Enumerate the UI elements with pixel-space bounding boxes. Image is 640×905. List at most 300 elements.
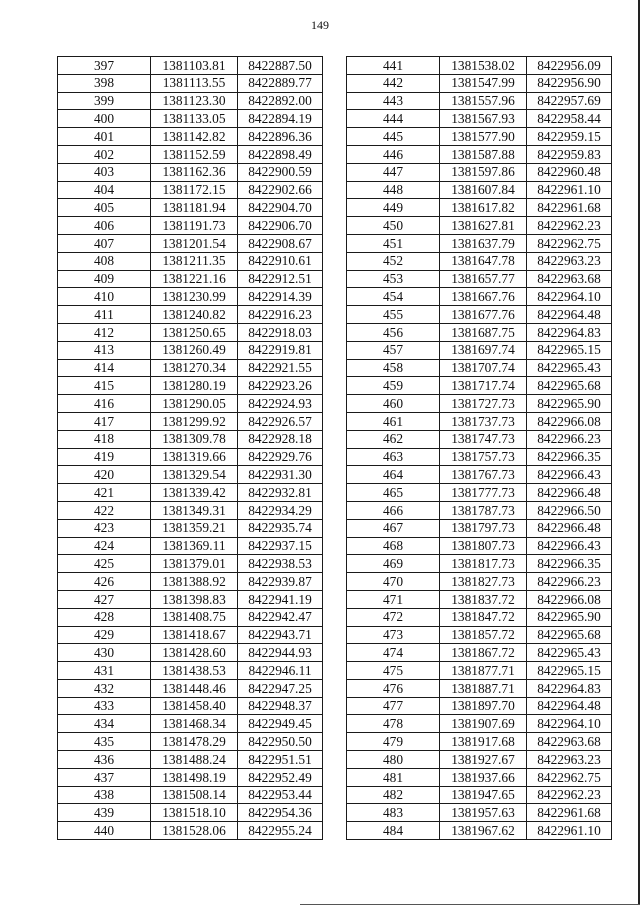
point-number-cell: 398 [58,74,151,92]
point-number-cell: 397 [58,57,151,75]
table-row [58,377,323,395]
table-row [58,163,323,181]
x-coordinate-cell: 1381113.55 [151,74,238,92]
y-coordinate-cell: 8422964.83 [527,323,612,341]
point-number-cell: 436 [58,751,151,769]
point-number-cell: 460 [347,395,440,413]
point-number-cell: 445 [347,128,440,146]
point-number-cell: 467 [347,519,440,537]
table-row [58,590,323,608]
table-row [58,234,323,252]
table-row [58,751,323,769]
table-row [347,74,612,92]
y-coordinate-cell: 8422960.48 [527,163,612,181]
y-coordinate-cell: 8422898.49 [238,145,323,163]
table-row [58,430,323,448]
point-number-cell: 465 [347,484,440,502]
table-row [347,644,612,662]
y-coordinate-cell: 8422939.87 [238,573,323,591]
x-coordinate-cell: 1381290.05 [151,395,238,413]
x-coordinate-cell: 1381607.84 [440,181,527,199]
point-number-cell: 452 [347,252,440,270]
table-row [347,501,612,519]
table-row [347,626,612,644]
table-row [58,697,323,715]
x-coordinate-cell: 1381957.63 [440,804,527,822]
x-coordinate-cell: 1381240.82 [151,306,238,324]
point-number-cell: 483 [347,804,440,822]
table-row [58,128,323,146]
table-row [347,608,612,626]
x-coordinate-cell: 1381627.81 [440,217,527,235]
point-number-cell: 477 [347,697,440,715]
y-coordinate-cell: 8422932.81 [238,484,323,502]
point-number-cell: 451 [347,234,440,252]
table-row [347,590,612,608]
table-row [58,252,323,270]
point-number-cell: 414 [58,359,151,377]
table-row [58,519,323,537]
y-coordinate-cell: 8422956.90 [527,74,612,92]
table-row [58,395,323,413]
y-coordinate-cell: 8422962.75 [527,234,612,252]
point-number-cell: 428 [58,608,151,626]
table-row [347,341,612,359]
table-row [347,537,612,555]
y-coordinate-cell: 8422929.76 [238,448,323,466]
table-row [347,733,612,751]
y-coordinate-cell: 8422923.26 [238,377,323,395]
y-coordinate-cell: 8422951.51 [238,751,323,769]
x-coordinate-cell: 1381349.31 [151,501,238,519]
point-number-cell: 407 [58,234,151,252]
point-number-cell: 446 [347,145,440,163]
table-row [58,608,323,626]
point-number-cell: 459 [347,377,440,395]
coordinates-table-right [346,56,612,840]
x-coordinate-cell: 1381260.49 [151,341,238,359]
point-number-cell: 429 [58,626,151,644]
point-number-cell: 466 [347,501,440,519]
y-coordinate-cell: 8422956.09 [527,57,612,75]
point-number-cell: 481 [347,768,440,786]
x-coordinate-cell: 1381270.34 [151,359,238,377]
table-row [347,822,612,840]
y-coordinate-cell: 8422966.35 [527,555,612,573]
y-coordinate-cell: 8422966.48 [527,484,612,502]
table-row [58,359,323,377]
table-row [58,57,323,75]
point-number-cell: 469 [347,555,440,573]
x-coordinate-cell: 1381657.77 [440,270,527,288]
y-coordinate-cell: 8422963.68 [527,270,612,288]
x-coordinate-cell: 1381488.24 [151,751,238,769]
point-number-cell: 405 [58,199,151,217]
x-coordinate-cell: 1381250.65 [151,323,238,341]
x-coordinate-cell: 1381637.79 [440,234,527,252]
y-coordinate-cell: 8422921.55 [238,359,323,377]
point-number-cell: 453 [347,270,440,288]
x-coordinate-cell: 1381847.72 [440,608,527,626]
point-number-cell: 456 [347,323,440,341]
y-coordinate-cell: 8422937.15 [238,537,323,555]
y-coordinate-cell: 8422916.23 [238,306,323,324]
y-coordinate-cell: 8422914.39 [238,288,323,306]
table-row [347,786,612,804]
table-row [58,110,323,128]
y-coordinate-cell: 8422965.68 [527,626,612,644]
y-coordinate-cell: 8422954.36 [238,804,323,822]
y-coordinate-cell: 8422963.68 [527,733,612,751]
x-coordinate-cell: 1381887.71 [440,679,527,697]
x-coordinate-cell: 1381191.73 [151,217,238,235]
y-coordinate-cell: 8422919.81 [238,341,323,359]
y-coordinate-cell: 8422943.71 [238,626,323,644]
point-number-cell: 417 [58,412,151,430]
x-coordinate-cell: 1381927.67 [440,751,527,769]
table-row [58,181,323,199]
point-number-cell: 431 [58,662,151,680]
point-number-cell: 432 [58,679,151,697]
point-number-cell: 449 [347,199,440,217]
x-coordinate-cell: 1381498.19 [151,768,238,786]
point-number-cell: 447 [347,163,440,181]
x-coordinate-cell: 1381817.73 [440,555,527,573]
x-coordinate-cell: 1381478.29 [151,733,238,751]
y-coordinate-cell: 8422950.50 [238,733,323,751]
x-coordinate-cell: 1381359.21 [151,519,238,537]
y-coordinate-cell: 8422962.23 [527,786,612,804]
x-coordinate-cell: 1381388.92 [151,573,238,591]
table-row [58,484,323,502]
table-row [347,252,612,270]
point-number-cell: 401 [58,128,151,146]
table-row [347,306,612,324]
point-number-cell: 458 [347,359,440,377]
x-coordinate-cell: 1381827.73 [440,573,527,591]
y-coordinate-cell: 8422912.51 [238,270,323,288]
point-number-cell: 473 [347,626,440,644]
y-coordinate-cell: 8422966.50 [527,501,612,519]
x-coordinate-cell: 1381787.73 [440,501,527,519]
table-row [58,537,323,555]
y-coordinate-cell: 8422904.70 [238,199,323,217]
x-coordinate-cell: 1381398.83 [151,590,238,608]
x-coordinate-cell: 1381837.72 [440,590,527,608]
point-number-cell: 437 [58,768,151,786]
point-number-cell: 416 [58,395,151,413]
x-coordinate-cell: 1381428.60 [151,644,238,662]
y-coordinate-cell: 8422965.90 [527,395,612,413]
y-coordinate-cell: 8422910.61 [238,252,323,270]
table-row [347,430,612,448]
point-number-cell: 463 [347,448,440,466]
y-coordinate-cell: 8422959.83 [527,145,612,163]
table-row [347,448,612,466]
y-coordinate-cell: 8422964.48 [527,697,612,715]
x-coordinate-cell: 1381867.72 [440,644,527,662]
point-number-cell: 400 [58,110,151,128]
x-coordinate-cell: 1381408.75 [151,608,238,626]
y-coordinate-cell: 8422965.15 [527,341,612,359]
y-coordinate-cell: 8422965.43 [527,644,612,662]
table-row [347,679,612,697]
point-number-cell: 479 [347,733,440,751]
y-coordinate-cell: 8422963.23 [527,751,612,769]
table-row [347,359,612,377]
point-number-cell: 478 [347,715,440,733]
point-number-cell: 425 [58,555,151,573]
y-coordinate-cell: 8422962.75 [527,768,612,786]
point-number-cell: 399 [58,92,151,110]
x-coordinate-cell: 1381717.74 [440,377,527,395]
point-number-cell: 470 [347,573,440,591]
x-coordinate-cell: 1381142.82 [151,128,238,146]
table-row [58,555,323,573]
point-number-cell: 406 [58,217,151,235]
table-row [347,145,612,163]
x-coordinate-cell: 1381967.62 [440,822,527,840]
point-number-cell: 468 [347,537,440,555]
x-coordinate-cell: 1381857.72 [440,626,527,644]
point-number-cell: 430 [58,644,151,662]
y-coordinate-cell: 8422961.10 [527,181,612,199]
x-coordinate-cell: 1381230.99 [151,288,238,306]
y-coordinate-cell: 8422924.93 [238,395,323,413]
table-row [58,341,323,359]
y-coordinate-cell: 8422953.44 [238,786,323,804]
y-coordinate-cell: 8422938.53 [238,555,323,573]
y-coordinate-cell: 8422931.30 [238,466,323,484]
table-row [347,466,612,484]
x-coordinate-cell: 1381162.36 [151,163,238,181]
point-number-cell: 423 [58,519,151,537]
table-row [58,822,323,840]
y-coordinate-cell: 8422900.59 [238,163,323,181]
table-row [347,715,612,733]
point-number-cell: 461 [347,412,440,430]
y-coordinate-cell: 8422918.03 [238,323,323,341]
table-row [347,128,612,146]
point-number-cell: 444 [347,110,440,128]
point-number-cell: 442 [347,74,440,92]
point-number-cell: 404 [58,181,151,199]
y-coordinate-cell: 8422906.70 [238,217,323,235]
y-coordinate-cell: 8422935.74 [238,519,323,537]
x-coordinate-cell: 1381181.94 [151,199,238,217]
x-coordinate-cell: 1381747.73 [440,430,527,448]
table-row [347,395,612,413]
y-coordinate-cell: 8422948.37 [238,697,323,715]
point-number-cell: 433 [58,697,151,715]
table-row [58,786,323,804]
y-coordinate-cell: 8422966.23 [527,573,612,591]
x-coordinate-cell: 1381677.76 [440,306,527,324]
y-coordinate-cell: 8422961.68 [527,804,612,822]
y-coordinate-cell: 8422942.47 [238,608,323,626]
y-coordinate-cell: 8422965.43 [527,359,612,377]
y-coordinate-cell: 8422958.44 [527,110,612,128]
x-coordinate-cell: 1381538.02 [440,57,527,75]
table-row [58,412,323,430]
table-row [347,110,612,128]
y-coordinate-cell: 8422966.35 [527,448,612,466]
x-coordinate-cell: 1381647.78 [440,252,527,270]
x-coordinate-cell: 1381309.78 [151,430,238,448]
x-coordinate-cell: 1381587.88 [440,145,527,163]
y-coordinate-cell: 8422946.11 [238,662,323,680]
point-number-cell: 438 [58,786,151,804]
y-coordinate-cell: 8422955.24 [238,822,323,840]
y-coordinate-cell: 8422889.77 [238,74,323,92]
x-coordinate-cell: 1381897.70 [440,697,527,715]
point-number-cell: 482 [347,786,440,804]
coordinates-table-left [57,56,323,840]
x-coordinate-cell: 1381339.42 [151,484,238,502]
x-coordinate-cell: 1381687.75 [440,323,527,341]
y-coordinate-cell: 8422887.50 [238,57,323,75]
x-coordinate-cell: 1381528.06 [151,822,238,840]
y-coordinate-cell: 8422957.69 [527,92,612,110]
y-coordinate-cell: 8422961.10 [527,822,612,840]
table-row [347,199,612,217]
table-row [347,519,612,537]
x-coordinate-cell: 1381667.76 [440,288,527,306]
x-coordinate-cell: 1381617.82 [440,199,527,217]
y-coordinate-cell: 8422896.36 [238,128,323,146]
point-number-cell: 441 [347,57,440,75]
y-coordinate-cell: 8422949.45 [238,715,323,733]
y-coordinate-cell: 8422947.25 [238,679,323,697]
x-coordinate-cell: 1381567.93 [440,110,527,128]
point-number-cell: 410 [58,288,151,306]
y-coordinate-cell: 8422964.83 [527,679,612,697]
point-number-cell: 424 [58,537,151,555]
x-coordinate-cell: 1381123.30 [151,92,238,110]
x-coordinate-cell: 1381133.05 [151,110,238,128]
x-coordinate-cell: 1381557.96 [440,92,527,110]
point-number-cell: 434 [58,715,151,733]
point-number-cell: 475 [347,662,440,680]
table-row [58,715,323,733]
point-number-cell: 474 [347,644,440,662]
y-coordinate-cell: 8422908.67 [238,234,323,252]
point-number-cell: 464 [347,466,440,484]
point-number-cell: 408 [58,252,151,270]
x-coordinate-cell: 1381518.10 [151,804,238,822]
y-coordinate-cell: 8422966.43 [527,466,612,484]
x-coordinate-cell: 1381807.73 [440,537,527,555]
table-body-right [347,57,612,840]
point-number-cell: 427 [58,590,151,608]
point-number-cell: 450 [347,217,440,235]
y-coordinate-cell: 8422964.10 [527,288,612,306]
point-number-cell: 448 [347,181,440,199]
x-coordinate-cell: 1381299.92 [151,412,238,430]
y-coordinate-cell: 8422928.18 [238,430,323,448]
table-row [58,501,323,519]
y-coordinate-cell: 8422934.29 [238,501,323,519]
point-number-cell: 472 [347,608,440,626]
x-coordinate-cell: 1381379.01 [151,555,238,573]
x-coordinate-cell: 1381577.90 [440,128,527,146]
x-coordinate-cell: 1381201.54 [151,234,238,252]
x-coordinate-cell: 1381468.34 [151,715,238,733]
x-coordinate-cell: 1381103.81 [151,57,238,75]
table-row [58,679,323,697]
x-coordinate-cell: 1381508.14 [151,786,238,804]
x-coordinate-cell: 1381152.59 [151,145,238,163]
table-row [58,145,323,163]
x-coordinate-cell: 1381727.73 [440,395,527,413]
table-row [58,199,323,217]
point-number-cell: 435 [58,733,151,751]
x-coordinate-cell: 1381211.35 [151,252,238,270]
table-row [347,288,612,306]
y-coordinate-cell: 8422965.68 [527,377,612,395]
table-row [58,804,323,822]
y-coordinate-cell: 8422961.68 [527,199,612,217]
y-coordinate-cell: 8422941.19 [238,590,323,608]
x-coordinate-cell: 1381280.19 [151,377,238,395]
x-coordinate-cell: 1381707.74 [440,359,527,377]
point-number-cell: 439 [58,804,151,822]
y-coordinate-cell: 8422926.57 [238,412,323,430]
table-row [58,92,323,110]
point-number-cell: 426 [58,573,151,591]
y-coordinate-cell: 8422966.08 [527,590,612,608]
y-coordinate-cell: 8422965.90 [527,608,612,626]
table-row [347,270,612,288]
table-row [58,573,323,591]
table-row [347,555,612,573]
x-coordinate-cell: 1381369.11 [151,537,238,555]
point-number-cell: 418 [58,430,151,448]
point-number-cell: 480 [347,751,440,769]
y-coordinate-cell: 8422966.23 [527,430,612,448]
x-coordinate-cell: 1381917.68 [440,733,527,751]
y-coordinate-cell: 8422966.08 [527,412,612,430]
table-row [347,181,612,199]
x-coordinate-cell: 1381319.66 [151,448,238,466]
y-coordinate-cell: 8422964.48 [527,306,612,324]
page-number: 149 [311,18,329,32]
table-row [347,697,612,715]
point-number-cell: 455 [347,306,440,324]
point-number-cell: 409 [58,270,151,288]
table-row [347,234,612,252]
point-number-cell: 443 [347,92,440,110]
table-row [58,466,323,484]
y-coordinate-cell: 8422962.23 [527,217,612,235]
y-coordinate-cell: 8422952.49 [238,768,323,786]
table-row [58,768,323,786]
y-coordinate-cell: 8422902.66 [238,181,323,199]
x-coordinate-cell: 1381448.46 [151,679,238,697]
x-coordinate-cell: 1381418.67 [151,626,238,644]
table-row [347,92,612,110]
x-coordinate-cell: 1381937.66 [440,768,527,786]
point-number-cell: 412 [58,323,151,341]
x-coordinate-cell: 1381221.16 [151,270,238,288]
table-body-left [58,57,323,840]
point-number-cell: 462 [347,430,440,448]
y-coordinate-cell: 8422892.00 [238,92,323,110]
table-row [58,270,323,288]
table-row [347,163,612,181]
point-number-cell: 402 [58,145,151,163]
x-coordinate-cell: 1381777.73 [440,484,527,502]
